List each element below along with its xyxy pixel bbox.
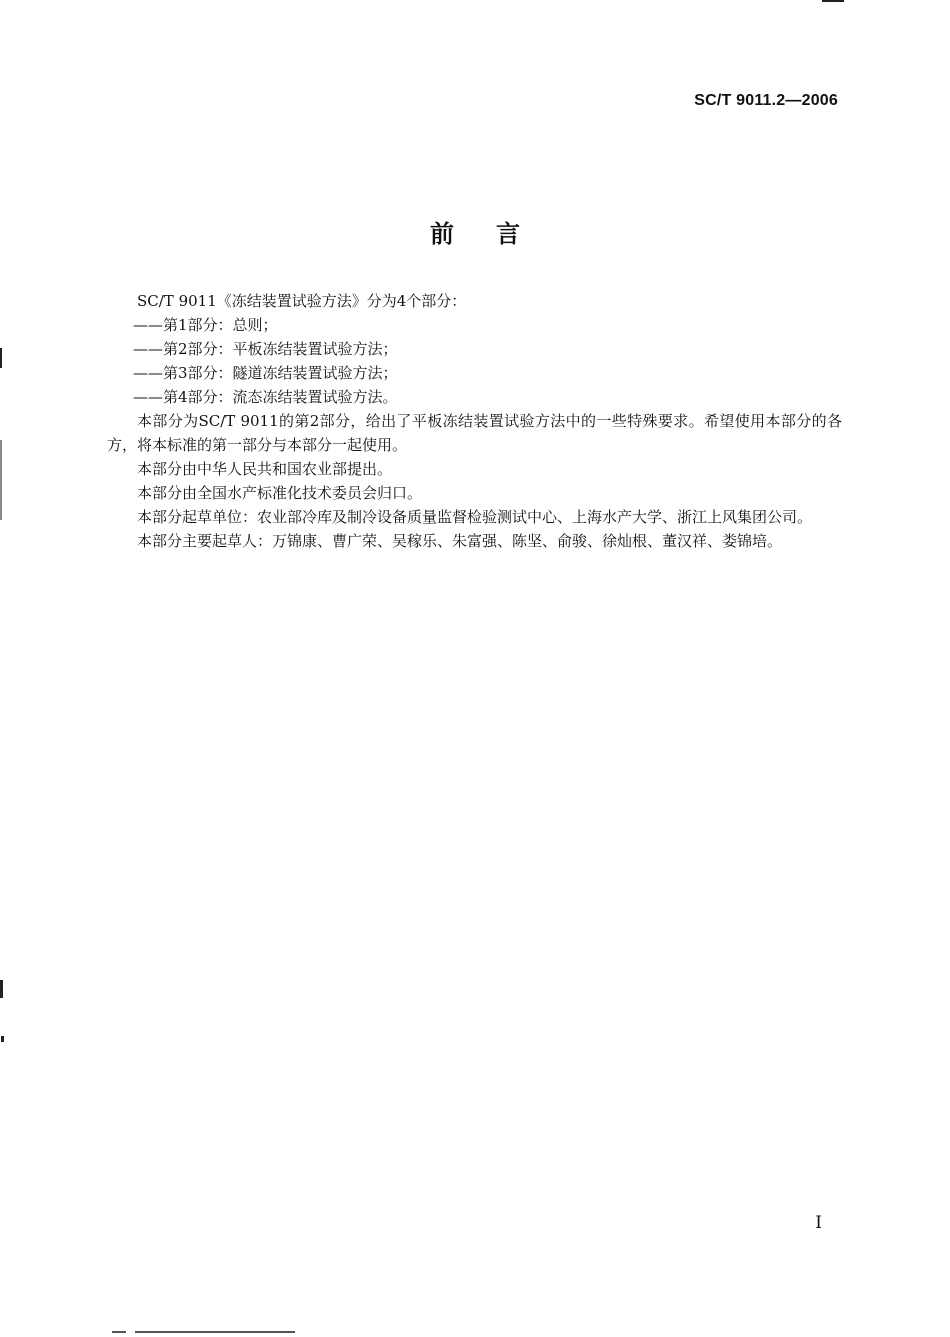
foreword-body bbox=[107, 289, 842, 553]
scan-artifact-bottom-short bbox=[112, 1331, 126, 1333]
paragraph-drafting-units: 本部分起草单位：农业部冷库及制冷设备质量监督检验测试中心、上海水产大学、浙江上风集团公司。 bbox=[137, 508, 813, 526]
list-item-part-3: ——第3部分：隧道冻结装置试验方法； bbox=[133, 364, 398, 382]
paragraph-parts-intro: SC/T 9011《冻结装置试验方法》分为4个部分： bbox=[137, 292, 467, 310]
scan-artifact-bottom bbox=[135, 1331, 295, 1333]
scan-artifact-left-1 bbox=[0, 348, 2, 368]
list-item-part-4: ——第4部分：流态冻结装置试验方法。 bbox=[133, 388, 398, 406]
scan-artifact-left-4 bbox=[1, 1036, 4, 1042]
standard-code: SC/T 9011.2—2006 bbox=[694, 92, 838, 109]
scan-artifact-top bbox=[822, 0, 844, 2]
scan-artifact-left-2 bbox=[0, 440, 2, 520]
scan-artifact-left-3 bbox=[0, 980, 3, 998]
list-item-part-2: ——第2部分：平板冻结装置试验方法； bbox=[133, 340, 398, 358]
paragraph-drafters: 本部分主要起草人：万锦康、曹广荣、吴稼乐、朱富强、陈坚、俞骏、徐灿根、董汉祥、娄锦培。 bbox=[137, 532, 783, 550]
paragraph-centralized-by: 本部分由全国水产标准化技术委员会归口。 bbox=[137, 484, 423, 502]
page-number: I bbox=[815, 1213, 822, 1233]
paragraph-scope: 本部分为SC/T 9011的第2部分，给出了平板冻结装置试验方法中的一些特殊要求。希望使用本部分的各方，将本标准的第一部分与本部分一起使用。 bbox=[107, 412, 842, 454]
page-title: 前言 bbox=[430, 219, 562, 248]
paragraph-proposed-by: 本部分由中华人民共和国农业部提出。 bbox=[137, 460, 393, 478]
list-item-part-1: ——第1部分：总则； bbox=[133, 316, 278, 334]
